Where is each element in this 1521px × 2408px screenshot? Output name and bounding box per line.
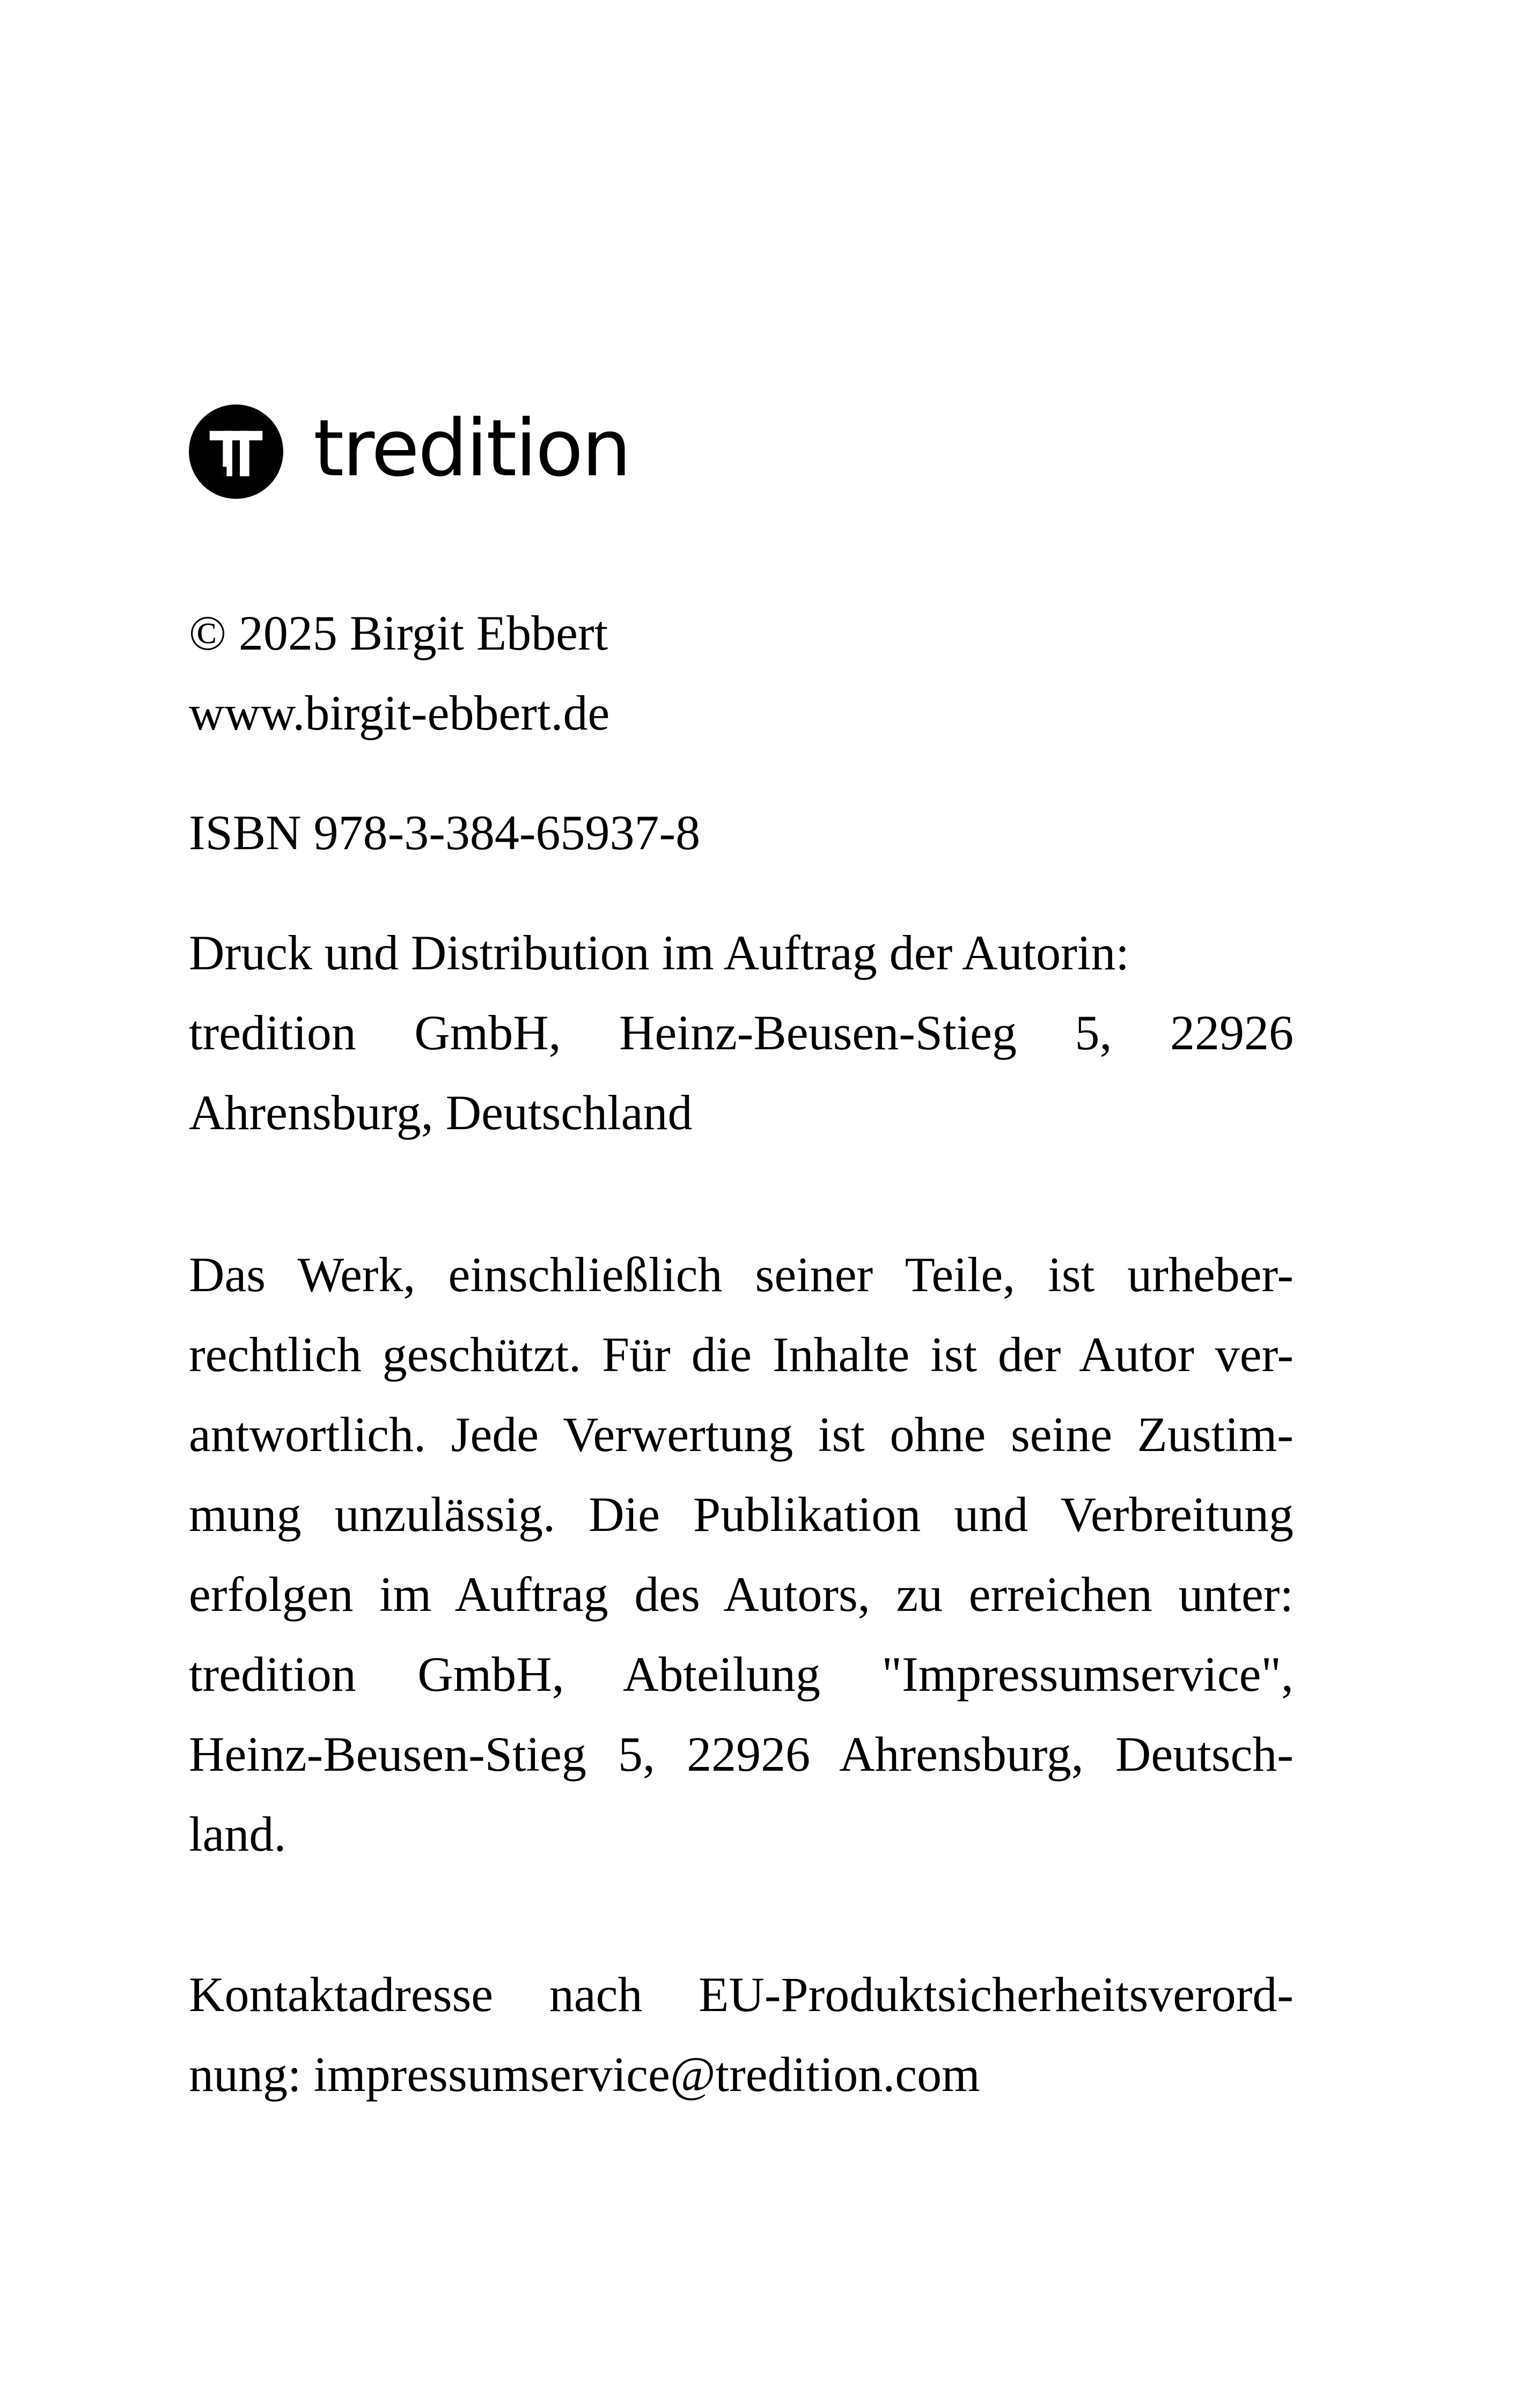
contact-line: nung: impressumservice@tredition.com <box>189 2047 980 2102</box>
print-info-block <box>189 913 1294 1153</box>
legal-notice-line: antwortlich. Jede Verwertung ist ohne seine Zustim- <box>189 1407 1294 1462</box>
isbn-line: ISBN 978-3-384-65937-8 <box>189 805 701 860</box>
legal-notice-line: land. <box>189 1807 286 1861</box>
legal-notice-line: erfolgen im Auftrag des Autors, zu erreichen unter: <box>189 1567 1294 1622</box>
tredition-logo-icon <box>189 404 283 499</box>
print-info-line: tredition GmbH, Heinz-Beusen-Stieg 5, 22926 <box>189 1005 1294 1060</box>
publisher-logo <box>189 403 630 500</box>
isbn-block <box>189 793 1294 873</box>
contact-block <box>189 1955 1294 2115</box>
legal-notice-line: mung unzulässig. Die Publikation und Verbreitung <box>189 1487 1294 1542</box>
legal-notice-line: rechtlich geschützt. Für die Inhalte ist der Autor ver- <box>189 1327 1294 1382</box>
legal-notice-line: tredition GmbH, Abteilung "Impressumservice", <box>189 1647 1294 1702</box>
legal-notice-line: Heinz-Beusen-Stieg 5, 22926 Ahrensburg, Deutsch- <box>189 1727 1294 1781</box>
contact-line: Kontaktadresse nach EU-Produktsicherheitsverord- <box>189 1967 1294 2022</box>
legal-notice-line: Das Werk, einschließlich seiner Teile, ist urheber- <box>189 1247 1294 1302</box>
copyright-block <box>189 593 1294 753</box>
print-info-line: Druck und Distribution im Auftrag der Autorin: <box>189 925 1129 980</box>
publisher-logo-wordmark: tredition <box>313 403 630 494</box>
print-info-line: Ahrensburg, Deutschland <box>189 1085 693 1140</box>
copyright-line: © 2025 Birgit Ebbert <box>189 606 608 660</box>
legal-notice-block <box>189 1235 1294 1874</box>
author-website: www.birgit-ebbert.de <box>189 686 610 740</box>
